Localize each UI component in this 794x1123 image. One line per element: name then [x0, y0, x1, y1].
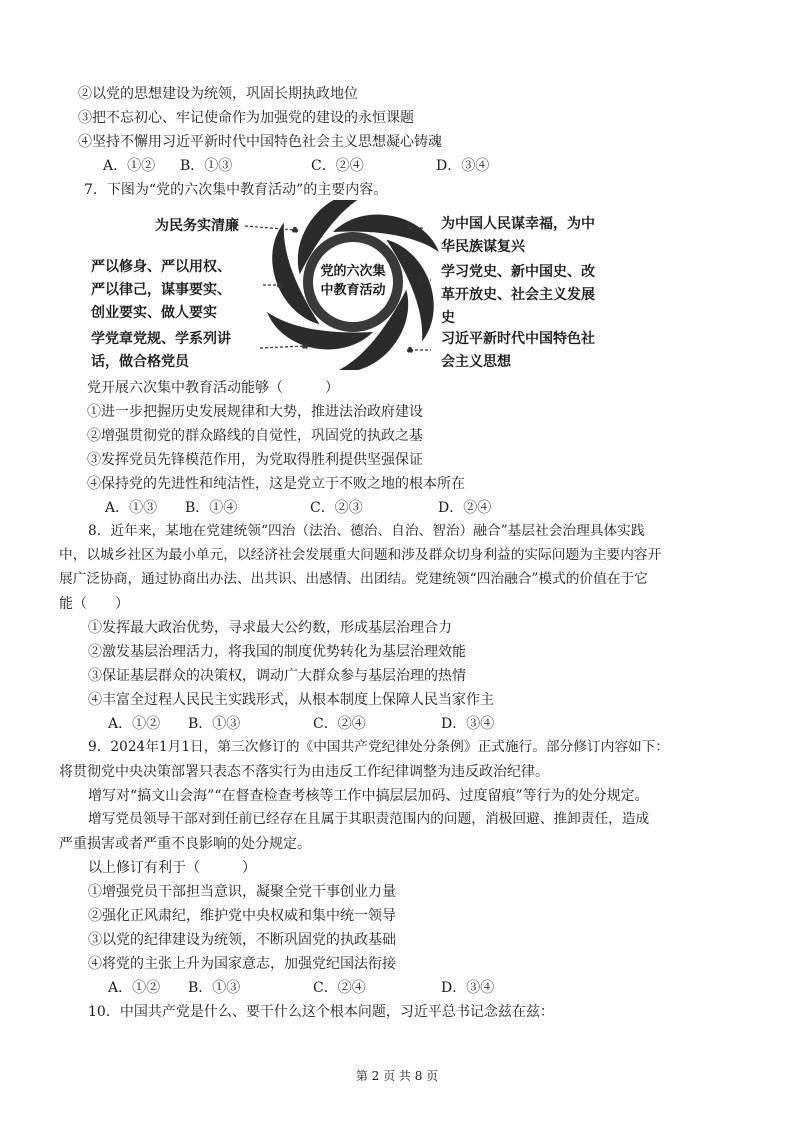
- q8-stem-line-3: 展广泛协商，通过协商出办法、出共识、出感情、出团结。党建统领“四治融合”模式的价值在于它: [59, 571, 648, 587]
- label-line: 华民族谋复兴: [441, 239, 525, 255]
- label-mid-right: [441, 261, 595, 330]
- q9-stem-line-4: 增写党员领导干部对到任前已经存在且属于其职责范围内的问题，消极回避、推卸责任，造成: [88, 811, 650, 827]
- q7-stem: 7．下图为“党的六次集中教育活动”的主要内容。: [84, 182, 388, 198]
- q9-stem-line-2: 将贯彻党中央决策部署只表态不落实行为由违反工作纪律调整为违反政治纪律。: [59, 764, 549, 780]
- q9-option-a: A．①②: [108, 980, 161, 996]
- label-line: 创业要实、做人要实: [91, 305, 217, 321]
- q7-option-c: C．②③: [310, 500, 363, 516]
- q7-option-b: B．①④: [185, 500, 238, 516]
- label-bottom-right: [441, 328, 595, 374]
- q9-statement-2: ②强化正风肃纪，维护党中央权威和集中统一领导: [88, 908, 396, 924]
- q9-option-c: C．②④: [313, 980, 366, 996]
- label-line: 话，做合格党员: [91, 354, 189, 370]
- q9-statement-1: ①增强党员干部担当意识，凝聚全党干事创业力量: [88, 884, 396, 900]
- q8-stem-line-4: 能（ ）: [59, 596, 129, 612]
- q8-option-c: C．②④: [313, 716, 366, 732]
- q7-statement-4: ④保持党的先进性和纯洁性，这是党立于不败之地的根本所在: [87, 476, 465, 492]
- label-line: 严以律己，谋事要实、: [91, 282, 231, 298]
- q6-option-a: A．①②: [103, 158, 156, 174]
- label-line: 为中国人民谋幸福，为中: [441, 216, 595, 232]
- q6-statement-4: ④坚持不懈用习近平新时代中国特色社会主义思想凝心铸魂: [78, 134, 442, 150]
- q7-option-d: D．②④: [438, 500, 492, 516]
- six-education-campaigns-diagram: [85, 200, 645, 370]
- label-line: 史: [441, 310, 455, 326]
- q6-option-d: D．③④: [436, 158, 490, 174]
- q9-question: 以上修订有利于（ ）: [88, 860, 256, 876]
- q9-option-d: D．③④: [441, 980, 495, 996]
- q9-stem-line-1: 9．2024年1月1日，第三次修订的《中国共产党纪律处分条例》正式施行。部分修订内容如下：: [88, 739, 670, 755]
- page-number: 第 2 页 共 8 页: [355, 1069, 439, 1083]
- label-line: 革开放史、社会主义发展: [441, 287, 595, 303]
- q8-statement-1: ①发挥最大政治优势，寻求最大公约数，形成基层治理合力: [88, 620, 452, 636]
- label-bottom-left: [91, 328, 231, 374]
- q8-option-a: A．①②: [108, 716, 161, 732]
- q9-statement-3: ③以党的纪律建设为统领，不断巩固党的执政基础: [88, 932, 396, 948]
- q8-statement-3: ③保证基层群众的决策权，调动广大群众参与基层治理的热情: [88, 668, 466, 684]
- q8-statement-4: ④丰富全过程人民民主实践形式，从根本制度上保障人民当家作主: [88, 692, 494, 708]
- diagram-center-title: [313, 262, 393, 300]
- label-line: 为民务实清廉: [155, 218, 239, 234]
- q7-statement-1: ①进一步把握历史发展规律和大势，推进法治政府建设: [87, 404, 423, 420]
- label-line: 严以修身、严以用权、: [91, 259, 231, 275]
- q7-statement-3: ③发挥党员先锋模范作用，为党取得胜利提供坚强保证: [87, 452, 423, 468]
- q8-stem-line-1: 8．近年来，某地在党建统领“四治（法治、德治、自治、智治）融合”基层社会治理具体实践: [88, 523, 645, 539]
- q6-statement-2: ②以党的思想建设为统领，巩固长期执政地位: [78, 86, 358, 102]
- label-line: 学党章党规、学系列讲: [91, 331, 231, 347]
- q7-option-a: A．①③: [105, 500, 158, 516]
- q8-option-b: B．①③: [188, 716, 241, 732]
- q9-stem-line-5: 严重损害或者严重不良影响的处分规定。: [59, 836, 311, 852]
- q7-question: 党开展六次集中教育活动能够（ ）: [87, 380, 339, 396]
- center-line-2: 中教育活动: [320, 283, 386, 298]
- q9-option-b: B．①③: [188, 980, 241, 996]
- label-line: 学习党史、新中国史、改: [441, 264, 595, 280]
- q6-statement-3: ③把不忘初心、牢记使命作为加强党的建设的永恒课题: [78, 110, 414, 126]
- q10-stem: 10．中国共产党是什么、要干什么这个根本问题，习近平总书记念兹在兹：: [88, 1004, 554, 1020]
- label-top-left: [155, 215, 239, 238]
- label-top-right: [441, 213, 595, 259]
- q9-statement-4: ④将党的主张上升为国家意志，加强党纪国法衔接: [88, 956, 396, 972]
- q9-stem-line-3: 增写对“搞文山会海”“在督查检查考核等工作中搞层层加码、过度留痕”等行为的处分规定。: [88, 788, 649, 804]
- q6-option-c: C．②④: [311, 158, 364, 174]
- q8-statement-2: ②激发基层治理活力，将我国的制度优势转化为基层治理效能: [88, 644, 466, 660]
- q8-stem-line-2: 中，以城乡社区为最小单元，以经济社会发展重大问题和涉及群众切身利益的实际问题为主要内容开: [59, 547, 662, 563]
- label-mid-left: [91, 256, 231, 325]
- label-line: 习近平新时代中国特色社: [441, 331, 595, 347]
- center-line-1: 党的六次集: [320, 264, 386, 279]
- q7-statement-2: ②增强贯彻党的群众路线的自觉性，巩固党的执政之基: [87, 428, 423, 444]
- label-line: 会主义思想: [441, 354, 511, 370]
- q6-option-b: B．①③: [180, 158, 233, 174]
- q8-option-d: D．③④: [441, 716, 495, 732]
